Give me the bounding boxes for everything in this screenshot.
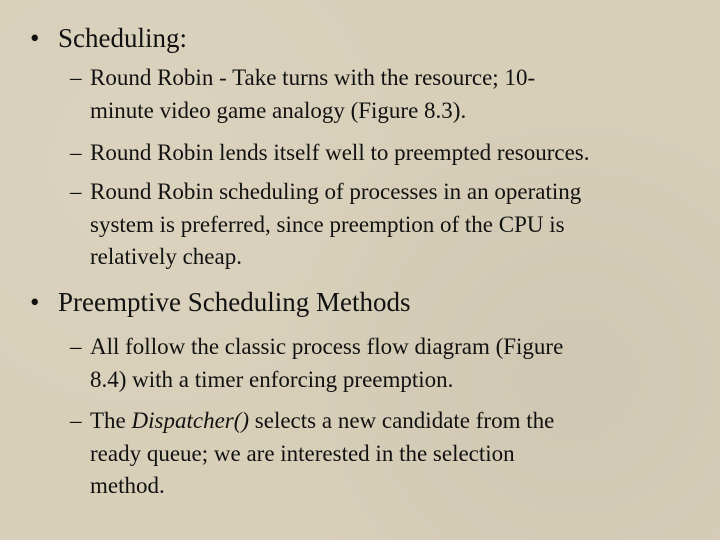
text-prefix: The (90, 408, 132, 433)
dash-marker: – (70, 334, 82, 359)
text-line: Round Robin - Take turns with the resource; 10- (90, 65, 536, 90)
text-line: All follow the classic process flow diagram (Figure (90, 334, 564, 359)
bullet-dot: • (30, 23, 40, 53)
bullet-title: Preemptive Scheduling Methods (58, 287, 411, 317)
dash-marker: – (70, 140, 82, 165)
bullet-dot: • (30, 287, 40, 317)
dispatcher-function-name: Dispatcher() (131, 408, 250, 433)
bullet-title: Scheduling: (58, 23, 187, 53)
text-line: minute video game analogy (Figure 8.3). (90, 97, 467, 123)
text-line: Round Robin lends itself well to preempted resources. (90, 140, 590, 165)
text-line: system is preferred, since preemption of the CPU is (90, 211, 565, 237)
text-line (90, 405, 710, 438)
dash-marker: – (70, 65, 82, 90)
dash-marker: – (70, 179, 82, 204)
text-line: method. (90, 473, 165, 498)
text-line: relatively cheap. (90, 244, 242, 269)
dash-marker: – (70, 408, 82, 433)
text-line: 8.4) with a timer enforcing preemption. (90, 366, 454, 392)
text-suffix: selects a new candidate from the (249, 408, 555, 433)
text-line: ready queue; we are interested in the selection (90, 440, 515, 466)
text-line: Round Robin scheduling of processes in an operating (90, 179, 582, 204)
